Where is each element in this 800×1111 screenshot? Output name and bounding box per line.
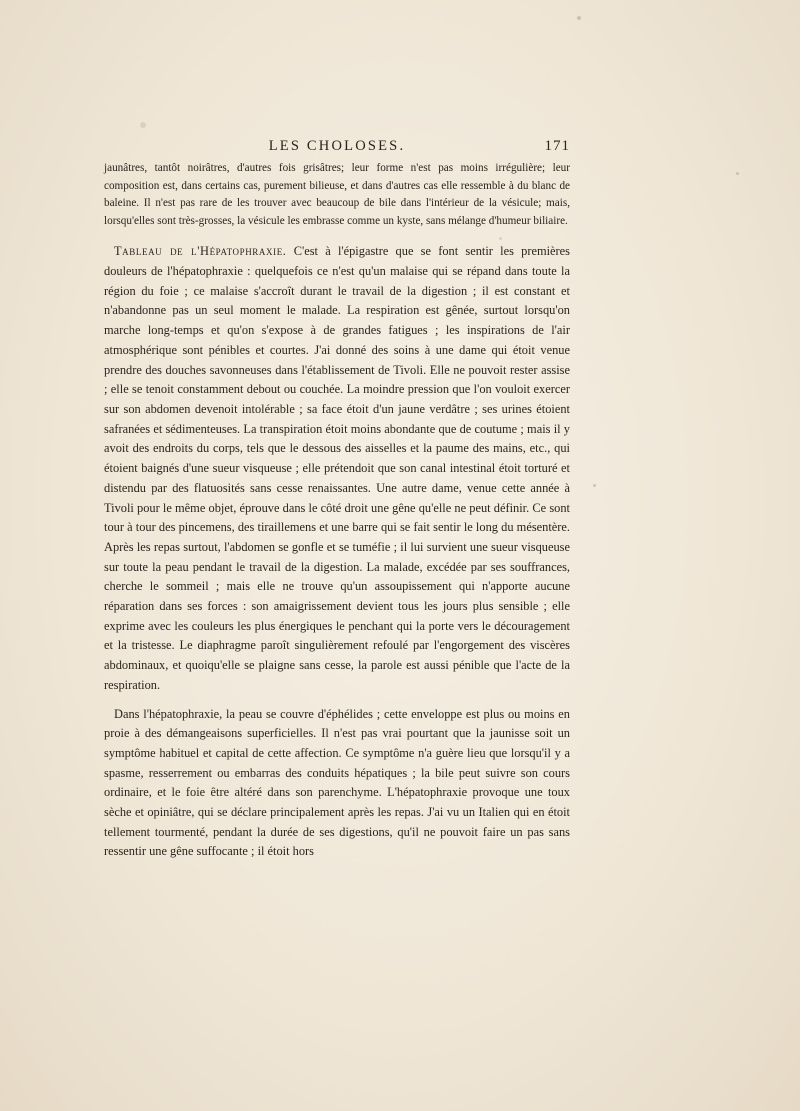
page-number: 171 xyxy=(544,138,570,154)
paragraph-gap xyxy=(104,230,570,242)
page-header xyxy=(104,138,570,158)
paper-fleck xyxy=(140,122,146,128)
paragraph-3: Dans l'hépatophraxie, la peau se couvre d'éphélides ; cette enveloppe est plus ou moins en proie à des démangeaisons superficielles. Il n'est pas vrai pourtant que la jaunisse soit un symptôme habituel et capital de cette affection. Ce symptôme n'a guère lieu que lorsqu'il y a spasme, resserrement ou embarras des conduits hépatiques ; la bile peut suivre son cours ordinaire, et le foie être altéré dans son parenchyme. L'hépatophraxie provoque une toux sèche et opiniâtre, qui se déclare principalement après les repas. J'ai vu un Italien qui en étoit tellement tourmenté, pendant la durée de ses digestions, qu'il ne pouvoit faire un pas sans ressentir une gêne suffocante ; il étoit hors xyxy=(104,706,570,859)
section-heading: Tableau de l'Hépatophraxie. xyxy=(114,244,287,259)
running-title: LES CHOLOSES. xyxy=(268,138,406,154)
paragraph-1: jaunâtres, tantôt noirâtres, d'autres fois grisâtres; leur forme n'est pas moins irrégulière; leur composition est, dans certains cas, purement bilieuse, et dans d'autres cas elle ressemble à du blanc de baleine. Il n'est pas rare de les trouver avec beaucoup de bile dans l'intérieur de la vésicule; mais, lorsqu'elles sont très-grosses, la vésicule les embrasse comme un kyste, sans mélange d'humeur biliaire. xyxy=(104,162,570,227)
paragraph-2 xyxy=(104,242,570,695)
paper-fleck xyxy=(577,16,581,20)
body-text xyxy=(104,160,570,862)
paper-fleck xyxy=(736,172,739,175)
paragraph-gap xyxy=(104,696,570,705)
paragraph-2-text: C'est à l'épigastre que se font sentir les premières douleurs de l'hépatophraxie : quelquefois ce n'est qu'un malaise qui se répand dans toute la région du foie ; ce malaise s'accroît durant le travail de la digestion ; il est constant et n'abandonne pas un seul moment le malade. La respiration est gênée, surtout lorsqu'on marche long-temps et qu'on s'expose à de grandes fatigues ; les inspirations de l'air atmosphérique sont pénibles et courtes. J'ai donné des soins à une dame qui étoit venue prendre des douches savonneuses dans l'établissement de Tivoli. Elle ne pouvoit rester assise ; elle se tenoit constamment debout ou couchée. La moindre pression que l'on vouloit exercer sur son abdomen devenoit intolérable ; sa face étoit d'un jaune verdâtre ; ses urines étoient safranées et sédimenteuses. La transpiration étoit moins abondante que de coutume ; mais il y avoit des endroits du corps, tels que le dessous des aisselles et la paume des mains, etc., qui étoient baignés d'une sueur visqueuse ; elle prétendoit que son canal intestinal étoit torturé et distendu par des flatuosités sans cesse renaissantes. Une autre dame, venue cette année à Tivoli pour le même objet, éprouve dans le côté droit une gêne qu'elle ne peut définir. Ce sont tour à tour des pincemens, des tiraillemens et une barre qui se fait sentir le long du mésentère. Après les repas surtout, l'abdomen se gonfle et se tuméfie ; il lui survient une sueur visqueuse sur toute la peau pendant le travail de la digestion. La malade, excédée par ses souffrances, cherche le sommeil ; mais elle ne trouve qu'un assoupissement qui n'apporte aucune réparation dans ses forces : son amaigrissement devient tous les jours plus sensible ; elle exprime avec les couleurs les plus énergiques le penchant qui la porte vers le découragement et la tristesse. Le diaphragme paroît singulièrement refoulé par l'engorgement des viscères abdominaux, et quoiqu'elle se plaigne sans cesse, la parole est aussi pénible que l'acte de la respiration. xyxy=(104,244,570,692)
paper-fleck xyxy=(593,484,596,487)
